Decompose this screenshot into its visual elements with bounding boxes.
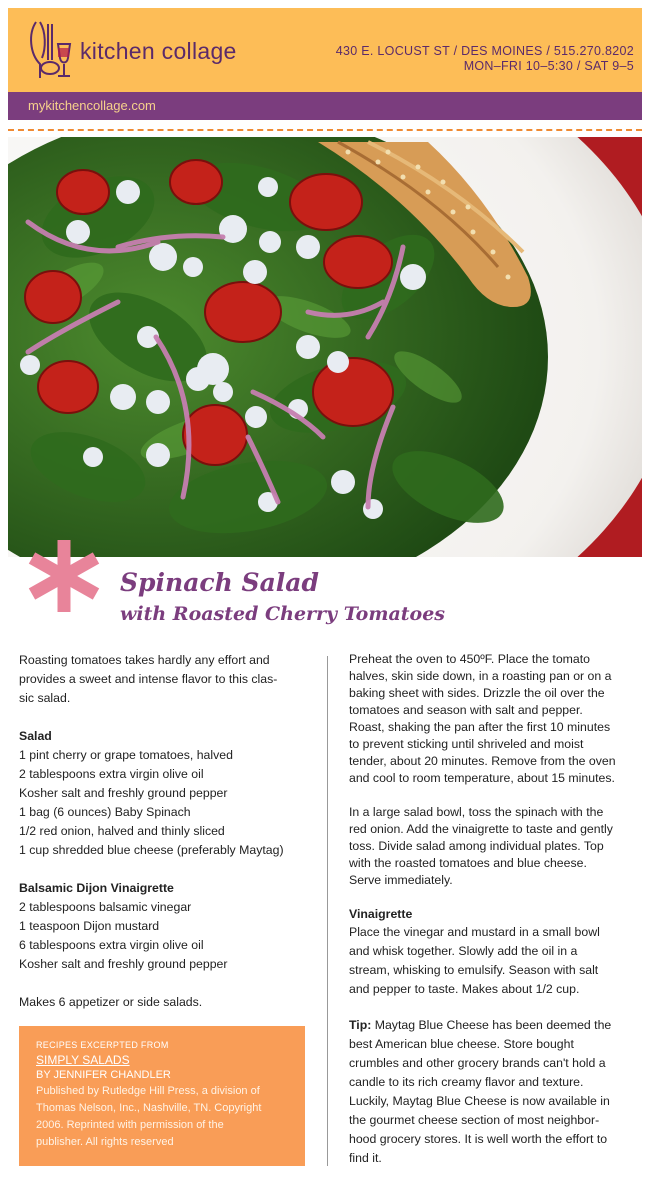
author-name: BY JENNIFER CHANDLER xyxy=(36,1069,171,1081)
method-line: Preheat the oven to 450ºF. Place the tomato xyxy=(349,652,591,666)
credit-label: RECIPES EXCERPTED FROM xyxy=(36,1040,169,1050)
intro-line: Roasting tomatoes takes hardly any effort and xyxy=(19,653,270,667)
ingredient-item: 1 teaspoon Dijon mustard xyxy=(19,919,160,933)
credit-box xyxy=(19,1026,305,1166)
ingredient-item: 1 cup shredded blue cheese (preferably Maytag) xyxy=(19,843,284,857)
method-line: Serve immediately. xyxy=(349,873,453,887)
method-line: tender, about 20 minutes. Remove from the oven xyxy=(349,754,616,768)
ingredient-item: 2 tablespoons balsamic vinegar xyxy=(19,900,192,914)
ingredient-item: 1 pint cherry or grape tomatoes, halved xyxy=(19,748,233,762)
vinaigrette-method-heading: Vinaigrette xyxy=(349,907,413,921)
method-line: with the roasted tomatoes and blue cheese. xyxy=(349,856,587,870)
recipe-subtitle: with Roasted Cherry Tomatoes xyxy=(120,603,445,625)
ingredient-item: 1 bag (6 ounces) Baby Spinach xyxy=(19,805,191,819)
method-column xyxy=(349,651,639,1168)
tip-line: best American blue cheese. Store bought xyxy=(349,1037,574,1051)
ingredient-item: 6 tablespoons extra virgin olive oil xyxy=(19,938,204,952)
asterisk-icon xyxy=(24,536,104,616)
store-address: 430 E. LOCUST ST / DES MOINES / 515.270.8202 xyxy=(335,44,634,58)
method-line: tomatoes and season with salt and pepper. xyxy=(349,703,583,717)
vinaigrette-heading: Balsamic Dijon Vinaigrette xyxy=(19,881,174,895)
ingredient-item: 2 tablespoons extra virgin olive oil xyxy=(19,767,204,781)
method-line: and cool to room temperature, about 15 minutes. xyxy=(349,771,615,785)
tip-line: the gourmet cheese section of most neighbor- xyxy=(349,1113,600,1127)
column-divider xyxy=(327,656,328,1166)
tip-line xyxy=(349,1016,639,1035)
intro-line: sic salad. xyxy=(19,691,71,705)
method-line: toss. Divide salad among individual plates. Top xyxy=(349,839,604,853)
recipe-title: Spinach Salad xyxy=(120,568,319,597)
store-hours: MON–FRI 10–5:30 / SAT 9–5 xyxy=(463,59,634,73)
method-line: Place the vinegar and mustard in a small bowl xyxy=(349,925,600,939)
publisher-line: Thomas Nelson, Inc., Nashville, TN. Copyright xyxy=(36,1102,262,1114)
tip-line: hood grocery stores. It is well worth the effort to xyxy=(349,1132,608,1146)
ingredient-item: 1/2 red onion, halved and thinly sliced xyxy=(19,824,225,838)
method-line: stream, whisking to emulsify. Season with salt xyxy=(349,963,599,977)
salad-photo xyxy=(8,137,642,557)
tip-line: Luckily, Maytag Blue Cheese is now available in xyxy=(349,1094,610,1108)
salad-heading: Salad xyxy=(19,729,52,743)
ingredients-column xyxy=(19,651,311,1012)
store-info xyxy=(336,44,634,74)
method-line: Roast, shaking the pan after the first 10 minutes xyxy=(349,720,611,734)
book-link[interactable]: SIMPLY SALADS xyxy=(36,1053,130,1067)
brand-name[interactable]: kitchen collage xyxy=(80,38,237,64)
method-line: In a large salad bowl, toss the spinach with the xyxy=(349,805,604,819)
tip-line: find it. xyxy=(349,1151,382,1165)
yield-text: Makes 6 appetizer or side salads. xyxy=(19,995,203,1009)
method-line: halves, skin side down, in a roasting pan or on a xyxy=(349,669,612,683)
logo-icon xyxy=(22,14,78,84)
method-line: baking sheet with sides. Drizzle the oil over the xyxy=(349,686,605,700)
method-line: and whisk together. Slowly add the oil in a xyxy=(349,944,578,958)
method-line: and pepper to taste. Makes about 1/2 cup. xyxy=(349,982,580,996)
publisher-line: Published by Rutledge Hill Press, a division of xyxy=(36,1085,260,1097)
publisher-line: 2006. Reprinted with permission of the xyxy=(36,1119,224,1131)
method-line: red onion. Add the vinaigrette to taste and gently xyxy=(349,822,613,836)
tip-label: Tip: xyxy=(349,1018,372,1032)
publisher-line: publisher. All rights reserved xyxy=(36,1136,174,1148)
tip-text: Maytag Blue Cheese has been deemed the xyxy=(371,1018,612,1032)
tip-line: candle to its rich creamy flavor and texture. xyxy=(349,1075,584,1089)
tip-line: crumbles and other grocery brands can't hold a xyxy=(349,1056,606,1070)
dashed-divider xyxy=(8,129,642,131)
url-bar xyxy=(8,92,642,120)
ingredient-item: Kosher salt and freshly ground pepper xyxy=(19,786,228,800)
ingredient-item: Kosher salt and freshly ground pepper xyxy=(19,957,228,971)
method-line: to prevent sticking until shriveled and moist xyxy=(349,737,584,751)
website-link[interactable]: mykitchencollage.com xyxy=(28,98,156,113)
intro-line: provides a sweet and intense flavor to this clas- xyxy=(19,672,278,686)
salad-image xyxy=(8,137,642,557)
